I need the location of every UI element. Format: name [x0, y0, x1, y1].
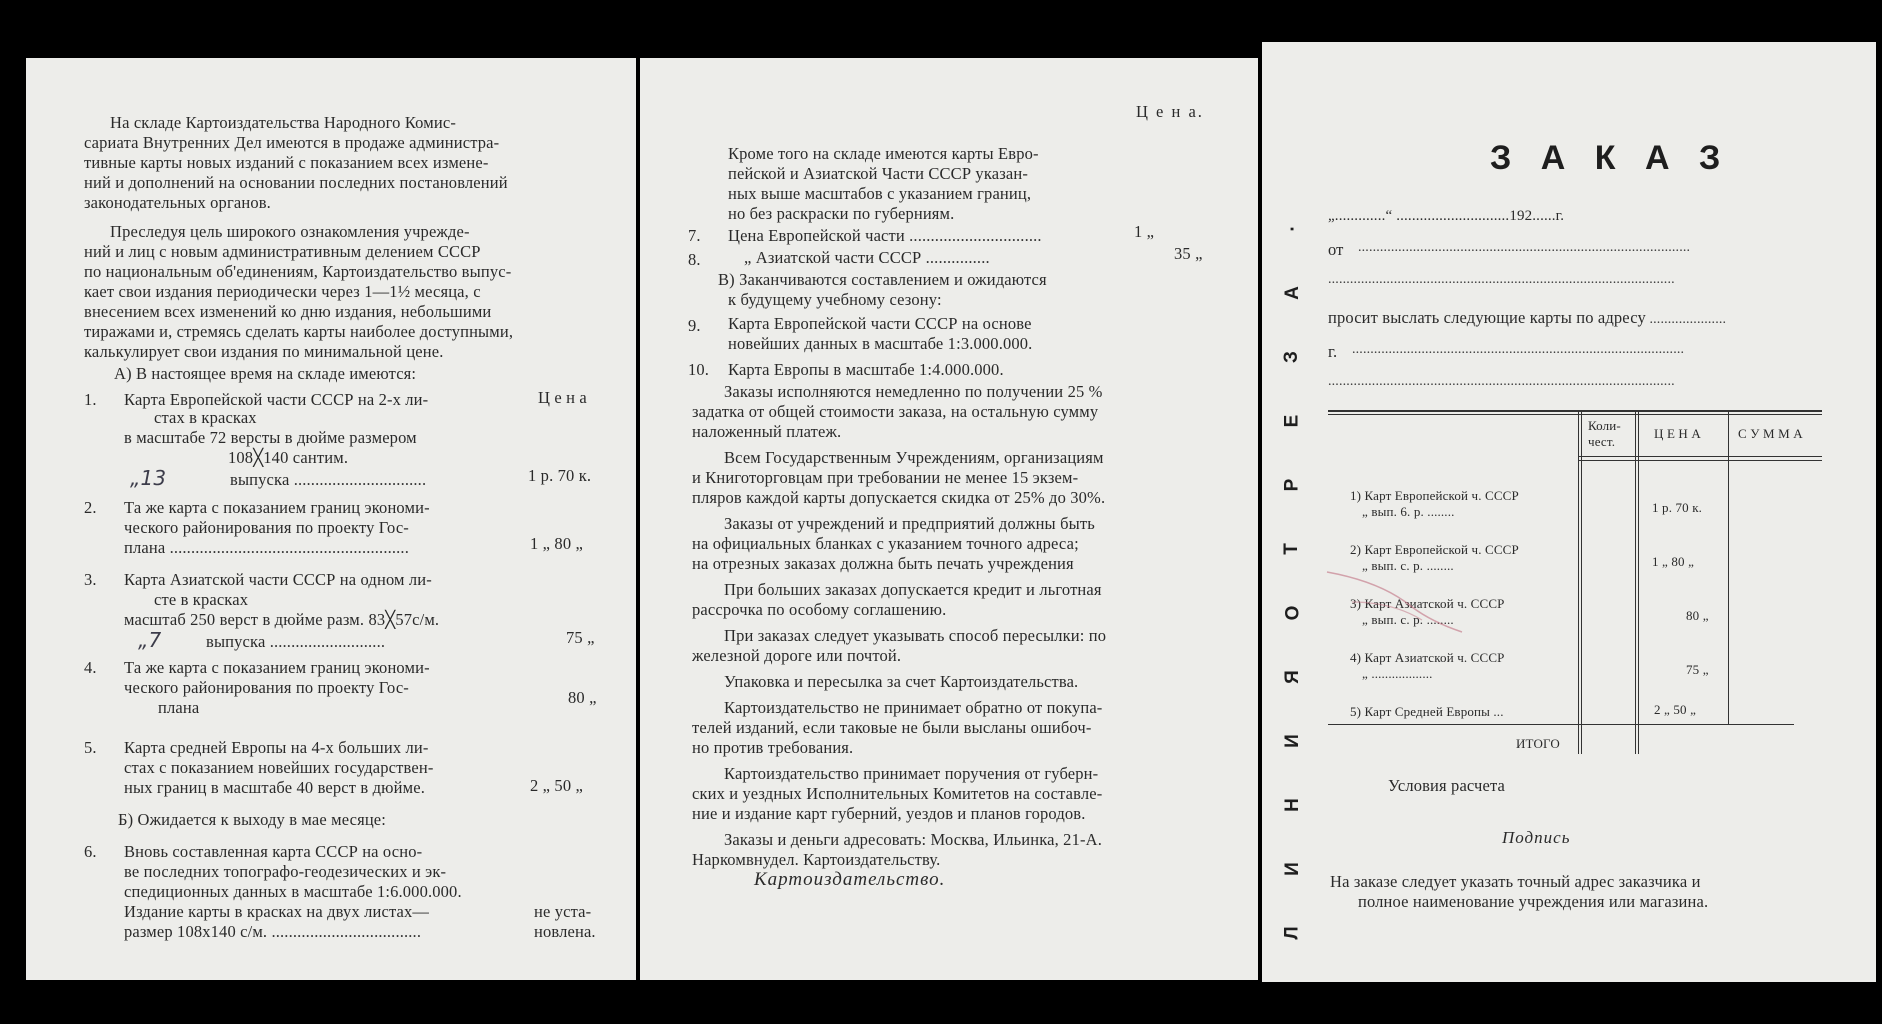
item-line: Карта Европейской части СССР на основе — [728, 314, 1032, 333]
item-line: в масштабе 72 версты в дюйме размером — [124, 428, 417, 447]
table-col — [1578, 412, 1579, 754]
note-line: полное наименование учреждения или магазина. — [1358, 892, 1709, 911]
item-line: масштаб 250 верст в дюйме разм. 83╳57с/м. — [124, 610, 440, 629]
table-row-label: 5) Карт Средней Европы ... — [1350, 704, 1504, 719]
item-line: Та же карта с показанием границ экономи- — [124, 658, 430, 677]
table-rule — [1328, 410, 1822, 412]
item-line: ных границ в масштабе 40 верст в дюйме. — [124, 778, 425, 797]
table-row-label: „ .................. — [1362, 666, 1433, 681]
para-line: внесением всех изменений ко дню издания, небольшими — [84, 302, 492, 321]
item-line: ве последних топографо-геодезических и эк- — [124, 862, 447, 881]
cut-line-letter: Н — [1281, 798, 1303, 812]
intro-line: но без раскраски по губерниям. — [728, 204, 955, 223]
item-line: Издание карты в красках на двух листах— — [124, 902, 430, 921]
table-row-price: 1 „ 80 „ — [1652, 554, 1694, 569]
address-field-cont[interactable]: ............................................................................................... — [1328, 374, 1675, 389]
cut-line-letter: Р — [1281, 478, 1303, 492]
table-row-label: 4) Карт Азиатской ч. СССР — [1350, 650, 1505, 665]
form-title: З А К А З — [1490, 139, 1731, 177]
request-text: просит выслать следующие карты по адресу ..................... — [1328, 308, 1727, 327]
para-line: и Книготорговцам при требовании не менее 15 экзем- — [692, 468, 1079, 487]
table-rule — [1578, 456, 1822, 457]
item-line: выпуска ........................... — [206, 632, 386, 651]
price-header: Ц е н а. — [1136, 102, 1204, 121]
table-row-price: 1 р. 70 к. — [1652, 500, 1703, 515]
total-label: ИТОГО — [1516, 736, 1560, 751]
cut-line-letter: И — [1281, 862, 1303, 876]
order-form-panel — [1262, 42, 1876, 982]
from-field[interactable]: ........................................................................................... — [1358, 240, 1691, 255]
signature: Картоиздательство. — [754, 869, 946, 890]
intro-line: На складе Картоиздательства Народного Комис- — [110, 113, 456, 132]
signature-label: Подпись — [1502, 828, 1571, 847]
item-line: Карта Европы в масштабе 1:4.000.000. — [728, 360, 1004, 379]
item-number: 2. — [84, 498, 97, 517]
item-number: 9. — [688, 316, 701, 335]
para-line: Всем Государственным Учреждениям, организациям — [724, 448, 1104, 467]
para-line: наложенный платеж. — [692, 422, 842, 441]
table-row-label: „ вып. с. р. ........ — [1362, 612, 1454, 627]
para-line: калькулирует свои издания по минимальной цене. — [84, 342, 444, 361]
intro-line: Кроме того на складе имеются карты Евро- — [728, 144, 1039, 163]
item-line: стах с показанием новейших государствен- — [124, 758, 434, 777]
price: не уста- — [534, 902, 592, 921]
para-line: пляров каждой карты допускается скидка от 25% до 30%. — [692, 488, 1106, 507]
item-number: 5. — [84, 738, 97, 757]
col-header-qty: Коли- — [1588, 418, 1621, 433]
left-panel — [26, 58, 636, 980]
table-rule — [1328, 724, 1794, 725]
item-line: плана ........................................................ — [124, 538, 409, 557]
table-col — [1581, 412, 1582, 754]
para-line: но против требования. — [692, 738, 854, 757]
item-line: выпуска ............................... — [230, 470, 427, 489]
item-line: стах в красках — [154, 408, 257, 427]
cut-line-letter: И — [1281, 734, 1303, 748]
item-number: 10. — [688, 360, 710, 379]
item-line: Карта средней Европы на 4-х больших ли- — [124, 738, 429, 757]
para-line: Преследуя цель широкого ознакомления учрежде- — [110, 222, 470, 241]
section-heading: В) Заканчиваются составлением и ожидаются — [718, 270, 1047, 289]
cut-line-letter: Я — [1281, 670, 1303, 684]
item-number: 4. — [84, 658, 97, 677]
para-line: по национальным об'единениям, Картоиздательство выпус- — [84, 262, 512, 281]
item-number: 8. — [688, 250, 701, 269]
city-field[interactable]: ........................................................................................... — [1352, 342, 1685, 357]
item-line: ческого районирования по проекту Гос- — [124, 518, 409, 537]
date-line: „.............“ .............................192......г. — [1328, 208, 1565, 224]
table-col — [1638, 412, 1639, 754]
para-line: железной дороге или почтой. — [692, 646, 902, 665]
table-row-price: 75 „ — [1686, 662, 1709, 677]
item-line: Цена Европейской части ............................... — [728, 226, 1042, 245]
section-heading: к будущему учебному сезону: — [728, 290, 942, 309]
para-line: кает свои издания периодически через 1—1½ месяца, с — [84, 282, 481, 301]
item-number: 6. — [84, 842, 97, 861]
intro-line: сариата Внутренних Дел имеются в продаже администра- — [84, 133, 500, 152]
item-line: плана — [158, 698, 200, 717]
middle-panel — [640, 58, 1258, 980]
para-line: Заказы от учреждений и предприятий должны быть — [724, 514, 1095, 533]
item-line: Карта Азиатской части СССР на одном ли- — [124, 570, 432, 589]
table-rule — [1328, 414, 1822, 415]
item-line: „ Азиатской части СССР ............... — [744, 248, 990, 267]
price-header: Ц е н а — [538, 388, 587, 407]
note-line: На заказе следует указать точный адрес заказчика и — [1330, 872, 1701, 891]
cut-line-letter: . — [1277, 226, 1299, 232]
handwritten-number: „13 — [130, 466, 167, 490]
intro-line: ний и дополнений на основании последних постановлений — [84, 173, 508, 192]
price: новлена. — [534, 922, 596, 941]
item-line: размер 108х140 с/м. ................................... — [124, 922, 422, 941]
price: 80 „ — [568, 688, 597, 707]
table-row-label: 3) Карт Азиатской ч. СССР — [1350, 596, 1505, 611]
item-line: Вновь составленная карта СССР на осно- — [124, 842, 423, 861]
para-line: задатка от общей стоимости заказа, на остальную сумму — [692, 402, 1099, 421]
item-line: ческого районирования по проекту Гос- — [124, 678, 409, 697]
col-header-qty: чест. — [1588, 434, 1616, 449]
handwritten-number: „7 — [138, 628, 162, 652]
table-row-price: 80 „ — [1686, 608, 1709, 623]
cut-line-letter: З — [1280, 351, 1302, 363]
pencil-mark — [1322, 562, 1472, 642]
para-line: тиражами и, стремясь сделать карты наиболее доступными, — [84, 322, 514, 341]
city-label: г. — [1328, 342, 1338, 361]
from-field-cont[interactable]: ............................................................................................... — [1328, 272, 1675, 287]
table-col — [1728, 412, 1729, 724]
item-line: Карта Европейской части СССР на 2-х ли- — [124, 390, 429, 409]
item-line: сте в красках — [154, 590, 249, 609]
price: 1 „ — [1134, 222, 1155, 241]
intro-line: ных выше масштабов с указанием границ, — [728, 184, 1032, 203]
intro-line: законодательных органов. — [84, 193, 271, 212]
para-line: Картоиздательство не принимает обратно от покупа- — [724, 698, 1103, 717]
table-rule — [1578, 460, 1822, 461]
table-row-price: 2 „ 50 „ — [1654, 702, 1696, 717]
section-heading: А) В настоящее время на складе имеются: — [114, 364, 417, 383]
table-row-label: 1) Карт Европейской ч. СССР — [1350, 488, 1519, 503]
para-line: При заказах следует указывать способ пересылки: по — [724, 626, 1107, 645]
item-line: новейших данных в масштабе 1:3.000.000. — [728, 334, 1033, 353]
price: 75 „ — [566, 628, 595, 647]
payment-terms: Условия расчета — [1388, 776, 1506, 795]
para-line: телей изданий, если таковые не были высланы ошибоч- — [692, 718, 1092, 737]
para-line: ских и уездных Исполнительных Комитетов на составле- — [692, 784, 1103, 803]
para-line: ний и лиц с новым административным делением СССР — [84, 242, 481, 261]
price: 2 „ 50 „ — [530, 776, 583, 795]
intro-line: тивные карты новых изданий с показанием всех измене- — [84, 153, 489, 172]
price: 35 „ — [1174, 244, 1203, 263]
cut-line-letter: А — [1281, 286, 1303, 300]
para-line: Заказы и деньги адресовать: Москва, Ильинка, 21-А. — [724, 830, 1102, 849]
section-heading: Б) Ожидается к выходу в мае месяце: — [118, 810, 387, 829]
cut-line-letter: Л — [1281, 926, 1303, 940]
table-col — [1635, 412, 1636, 754]
item-line: Та же карта с показанием границ экономи- — [124, 498, 430, 517]
item-number: 3. — [84, 570, 97, 589]
para-line: рассрочка по особому соглашению. — [692, 600, 947, 619]
para-line: на официальных бланках с указанием точного адреса; — [692, 534, 1079, 553]
from-label: от — [1328, 240, 1344, 259]
cut-line-letter: Т — [1280, 543, 1302, 555]
table-row-label: „ вып. с. р. ........ — [1362, 558, 1454, 573]
price: 1 р. 70 к. — [528, 466, 592, 485]
item-line: 108╳140 сантим. — [228, 448, 349, 467]
para-line: Наркомвнудел. Картоиздательству. — [692, 850, 941, 869]
item-number: 7. — [688, 226, 701, 245]
table-row-label: „ вып. 6. р. ........ — [1362, 504, 1455, 519]
cut-line-letter: Е — [1281, 414, 1303, 428]
item-line: спедиционных данных в масштабе 1:6.000.000. — [124, 882, 462, 901]
para-line: Картоиздательство принимает поручения от губерн- — [724, 764, 1099, 783]
item-number: 1. — [84, 390, 97, 409]
para-line: ние и издание карт губерний, уездов и планов городов. — [692, 804, 1086, 823]
para-line: При больших заказах допускается кредит и льготная — [724, 580, 1102, 599]
para-line: Заказы исполняются немедленно по получении 25 % — [724, 382, 1103, 401]
para-line: Упаковка и пересылка за счет Картоиздательства. — [724, 672, 1079, 691]
cut-line-letter: О — [1282, 605, 1304, 621]
table-row-label: 2) Карт Европейской ч. СССР — [1350, 542, 1519, 557]
col-header-sum: С У М М А — [1738, 426, 1803, 441]
price: 1 „ 80 „ — [530, 534, 583, 553]
intro-line: пейской и Азиатской Части СССР указан- — [728, 164, 1028, 183]
col-header-price: Ц Е Н А — [1654, 426, 1701, 441]
para-line: на отрезных заказах должна быть печать учреждения — [692, 554, 1074, 573]
